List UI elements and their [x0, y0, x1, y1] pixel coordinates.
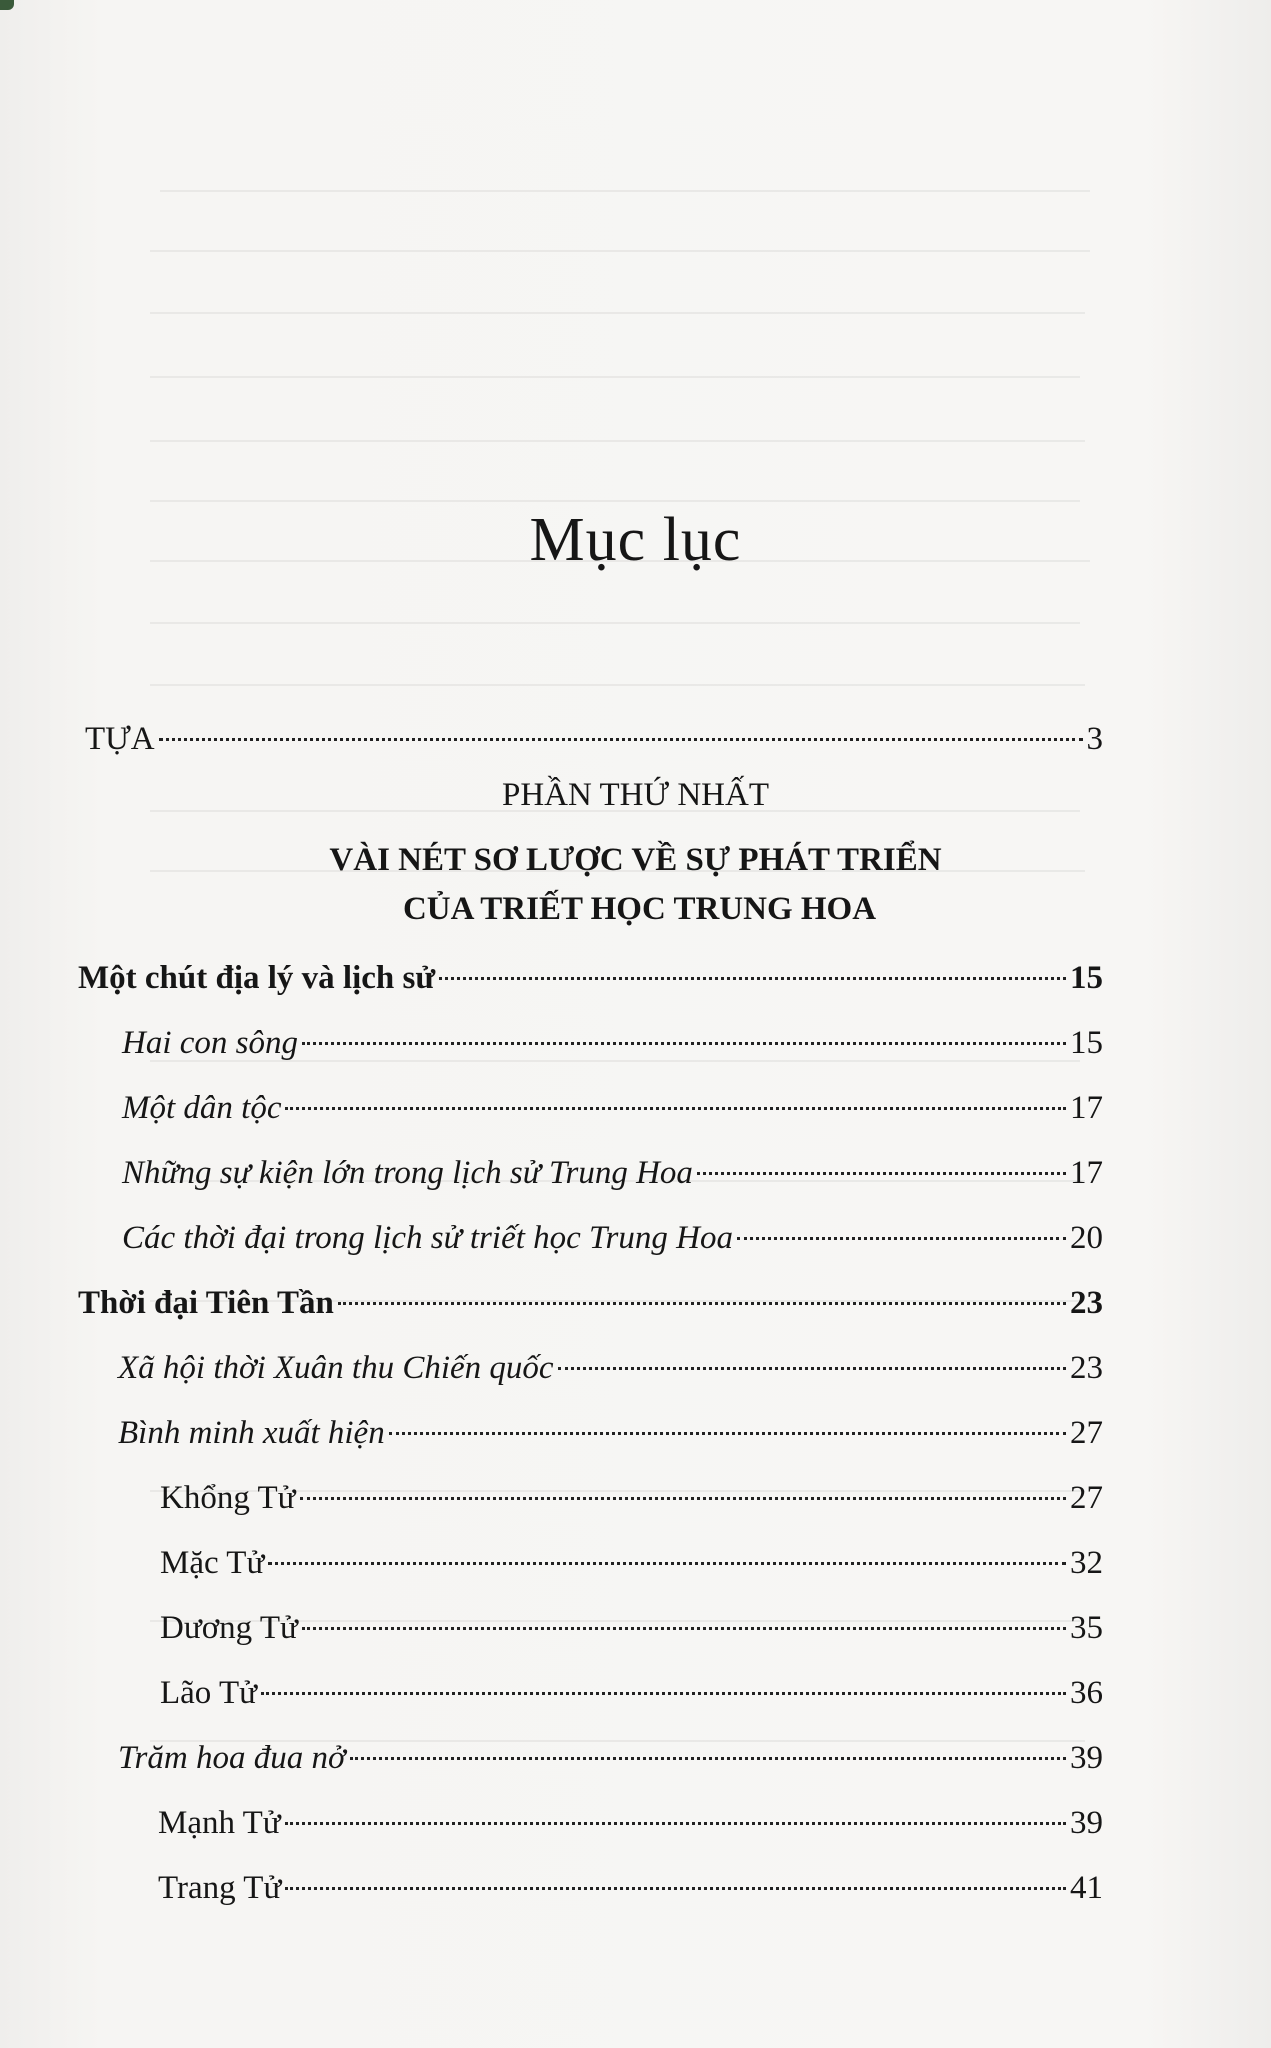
part-heading-line-2: CỦA TRIẾT HỌC TRUNG HOA	[402, 891, 877, 927]
toc-entry-label: Một dân tộc	[122, 1090, 282, 1126]
toc-entry-page: 15	[1070, 960, 1103, 996]
toc-entry-page: 27	[1070, 1415, 1103, 1451]
dot-leader	[300, 1497, 1066, 1500]
toc-entry[interactable]	[160, 1605, 1103, 1651]
toc-entry-page: 23	[1070, 1285, 1103, 1321]
toc-entry[interactable]	[160, 1540, 1103, 1586]
dot-leader	[350, 1757, 1066, 1760]
toc-entry-page: 27	[1070, 1480, 1103, 1516]
toc-entry-page: 20	[1070, 1220, 1103, 1256]
dot-leader	[302, 1042, 1066, 1045]
toc-entry-label: Các thời đại trong lịch sử triết học Trung Hoa	[122, 1220, 733, 1256]
dot-leader	[261, 1692, 1066, 1695]
toc-entry[interactable]	[158, 1800, 1103, 1846]
toc-entry-page: 17	[1070, 1090, 1103, 1126]
toc-entry-page: 36	[1070, 1675, 1103, 1711]
toc-entry[interactable]	[122, 1085, 1103, 1131]
toc-entry[interactable]	[122, 1150, 1103, 1196]
toc-entry-label: Mạnh Tử	[158, 1805, 281, 1841]
toc-entry-label: Bình minh xuất hiện	[118, 1415, 385, 1451]
toc-entry-label: Trang Tử	[158, 1870, 282, 1906]
toc-entry-page: 23	[1070, 1350, 1103, 1386]
dot-leader	[439, 977, 1066, 980]
toc-entry-label: TỰA	[85, 721, 155, 757]
toc-entry-page: 15	[1070, 1025, 1103, 1061]
toc-entry[interactable]	[118, 1735, 1103, 1781]
toc-entry-label: Mặc Tử	[160, 1545, 265, 1581]
toc-entry[interactable]	[160, 1475, 1103, 1521]
toc-entry-preface[interactable]	[85, 716, 1103, 762]
part-name: PHẦN THỨ NHẤT	[502, 777, 769, 813]
toc-entry-page: 39	[1070, 1805, 1103, 1841]
toc-entry[interactable]	[78, 955, 1103, 1001]
toc-entry-label: Khổng Tử	[160, 1480, 296, 1516]
dot-leader	[338, 1302, 1066, 1305]
toc-entry-page: 17	[1070, 1155, 1103, 1191]
toc-entry[interactable]	[122, 1020, 1103, 1066]
toc-entry[interactable]	[118, 1410, 1103, 1456]
dot-leader	[737, 1237, 1066, 1240]
toc-entry-label: Hai con sông	[122, 1025, 298, 1061]
dot-leader	[285, 1107, 1066, 1110]
toc-entry-label: Thời đại Tiên Tần	[78, 1285, 334, 1321]
page-title: Mục lục	[529, 506, 742, 574]
dot-leader	[268, 1562, 1066, 1565]
toc-entry[interactable]	[122, 1215, 1103, 1261]
toc-entry-page: 41	[1070, 1870, 1103, 1906]
toc-entry-label: Lão Tử	[160, 1675, 258, 1711]
toc-entry[interactable]	[160, 1670, 1103, 1716]
dot-leader	[302, 1627, 1066, 1630]
toc-entry[interactable]	[158, 1865, 1103, 1911]
toc-entry-label: Một chút địa lý và lịch sử	[78, 960, 436, 996]
dot-leader	[285, 1822, 1066, 1825]
part-heading-line-1: VÀI NÉT SƠ LƯỢC VỀ SỰ PHÁT TRIỂN	[329, 842, 942, 878]
toc-entry-page: 39	[1070, 1740, 1103, 1776]
dot-leader	[285, 1887, 1066, 1890]
toc-entry-page: 3	[1086, 721, 1103, 757]
dot-leader	[389, 1432, 1066, 1435]
toc-entry-label: Trăm hoa đua nở	[118, 1740, 346, 1776]
toc-entry-label: Những sự kiện lớn trong lịch sử Trung Hoa	[122, 1155, 693, 1191]
toc-entry-page: 32	[1070, 1545, 1103, 1581]
dot-leader	[697, 1172, 1066, 1175]
toc-entry-page: 35	[1070, 1610, 1103, 1646]
toc-entry-label: Xã hội thời Xuân thu Chiến quốc	[118, 1350, 554, 1386]
toc-entry[interactable]	[118, 1345, 1103, 1391]
toc-entry-label: Dương Tử	[160, 1610, 298, 1646]
dot-leader	[159, 738, 1083, 741]
toc-entry[interactable]	[78, 1280, 1103, 1326]
dot-leader	[558, 1367, 1066, 1370]
